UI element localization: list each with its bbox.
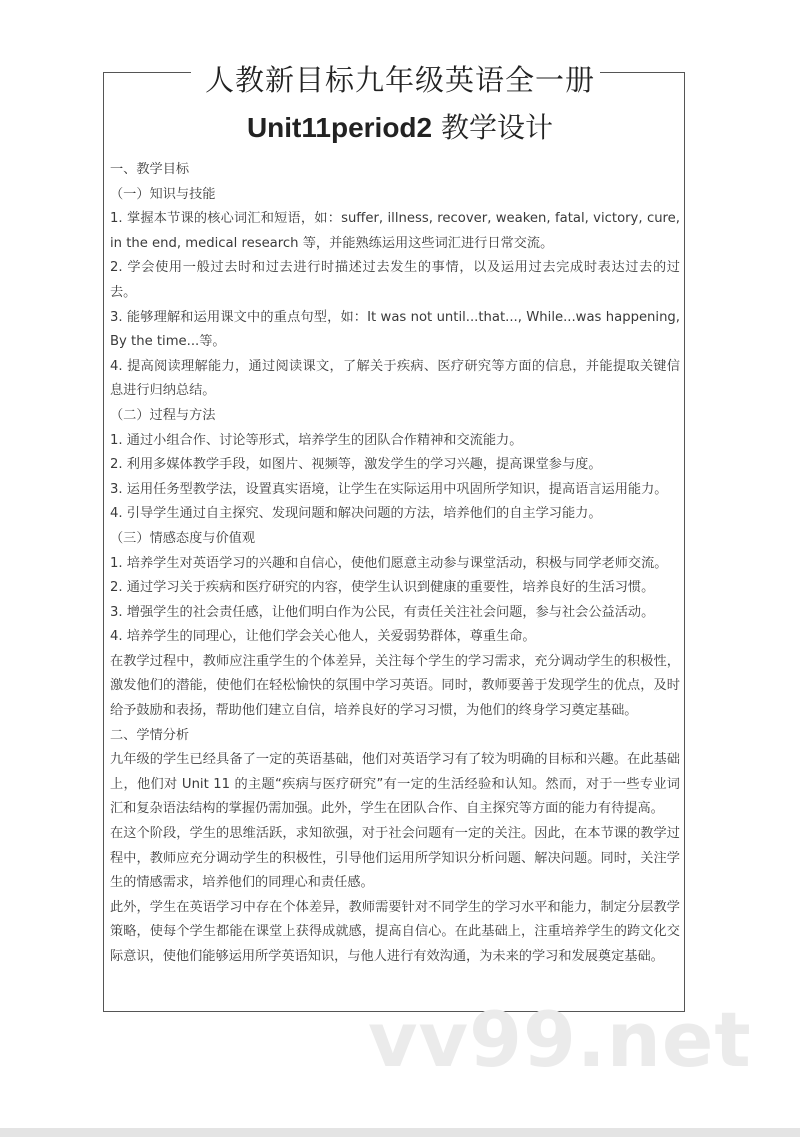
paragraph: 1. 培养学生对英语学习的兴趣和自信心，使他们愿意主动参与课堂活动，积极与同学老师交流。 [110,555,668,571]
subsection-heading: （二）过程与方法 [110,407,216,423]
document-title: 人教新目标九年级英语全一册 [204,63,595,97]
paragraph: 在这个阶段，学生的思维活跃，求知欲强，对于社会问题有一定的关注。因此，在本节课的教学过程中，教师应充分调动学生的积极性，引导他们运用所学知识分析问题、解决问题。同时，关注学生的情感需求，培养他们的同理心和责任感。 [110,826,680,891]
subtitle-unit: Unit11period2 [246,112,433,143]
paragraph: 此外，学生在英语学习中存在个体差异，教师需要针对不同学生的学习水平和能力，制定分层教学策略，使每个学生都能在课堂上获得成就感，提高自信心。在此基础上，注重培养学生的跨文化交际意识，使他们能够运用所学英语知识，与他人进行有效沟通，为未来的学习和发展奠定基础。 [110,899,680,964]
watermark: vv99.net [368,995,752,1084]
paragraph: 2. 通过学习关于疾病和医疗研究的内容，使学生认识到健康的重要性，培养良好的生活习惯。 [110,580,655,596]
paragraph: 2. 学会使用一般过去时和过去进行时描述过去发生的事情，以及运用过去完成时表达过去的过去。 [110,260,680,300]
paragraph: 3. 运用任务型教学法，设置真实语境，让学生在实际运用中巩固所学知识，提高语言运用能力。 [110,481,668,497]
subsection-heading: （三）情感态度与价值观 [110,530,256,546]
page-bottom-bar [0,1128,800,1137]
section-heading: 二、学情分析 [110,727,190,743]
section-heading: 一、教学目标 [110,162,190,177]
paragraph: 4. 引导学生通过自主探究、发现问题和解决问题的方法，培养他们的自主学习能力。 [110,506,602,522]
subtitle-rest: 教学设计 [432,111,554,144]
paragraph: 4. 提高阅读理解能力，通过阅读课文，了解关于疾病、医疗研究等方面的信息，并能提取关键信息进行归纳总结。 [110,358,680,399]
paragraph: 4. 培养学生的同理心，让他们学会关心他人，关爱弱势群体，尊重生命。 [110,629,536,645]
paragraph: 在教学过程中，教师应注重学生的个体差异，关注每个学生的学习需求，充分调动学生的积极性，激发他们的潜能，使他们在轻松愉快的氛围中学习英语。同时，教师要善于发现学生的优点，及时给予鼓励和表扬，帮助他们建立自信，培养良好的学习习惯，为他们的终身学习奠定基础。 [110,653,680,719]
paragraph: 1. 掌握本节课的核心词汇和短语，如：suffer, illness, recover, weaken, fatal, victory, cure, in the end, medical research 等，并能熟练运用这些词汇进行日常交流。 [110,211,680,251]
document-body [110,158,680,970]
paragraph: 2. 利用多媒体教学手段，如图片、视频等，激发学生的学习兴趣，提高课堂参与度。 [110,457,602,473]
paragraph: 3. 增强学生的社会责任感，让他们明白作为公民，有责任关注社会问题，参与社会公益活动。 [110,604,655,620]
paragraph: 1. 通过小组合作、讨论等形式，培养学生的团队合作精神和交流能力。 [110,432,523,448]
paragraph: 九年级的学生已经具备了一定的英语基础，他们对英语学习有了较为明确的目标和兴趣。在此基础上，他们对 Unit 11 的主题“疾病与医疗研究”有一定的生活经验和认知。然而，对于一些专业词汇和复杂语法结构的掌握仍需加强。此外，学生在团队合作、自主探究等方面的能力有待提高。 [110,752,680,817]
subsection-heading: （一）知识与技能 [110,186,216,202]
paragraph: 3. 能够理解和运用课文中的重点句型，如：It was not until...that..., While...was happening, By the time...等。 [110,309,680,350]
